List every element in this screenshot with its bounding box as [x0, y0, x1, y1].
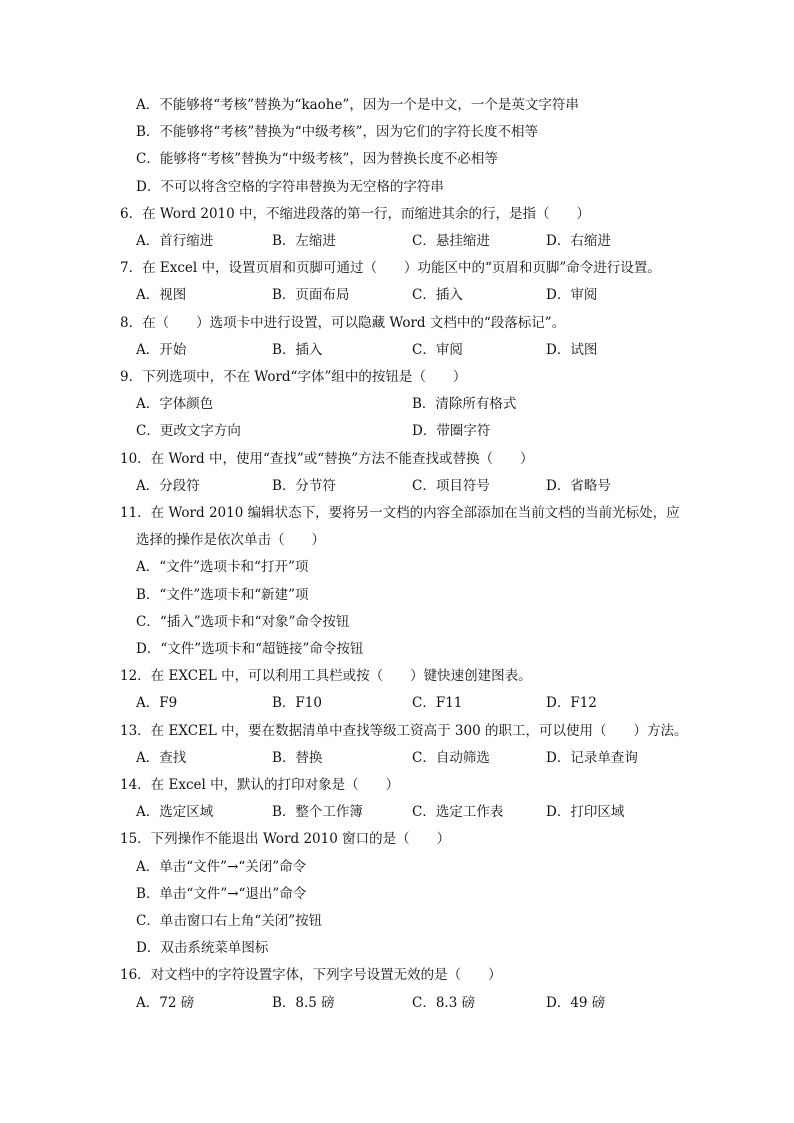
question-text: 8．在（ ）选项卡中进行设置，可以隐藏 Word 文档中的“段落标记”。: [120, 314, 566, 331]
answer-option: D．打印区域: [546, 804, 625, 821]
answer-option: A．分段符: [136, 477, 200, 494]
answer-option: B．左缩进: [272, 233, 336, 249]
answer-option: D．不可以将含空格的字符串替换为无空格的字符串: [136, 178, 444, 195]
answer-option: B．分节符: [272, 477, 336, 494]
answer-option: D．试图: [546, 341, 598, 358]
question-text: 16．对文档中的字符设置字体，下列字号设置无效的是（ ）: [120, 967, 502, 984]
answer-option: A．视图: [136, 287, 187, 304]
option-row: [0, 994, 794, 1012]
answer-option: C．8.3 磅: [412, 994, 476, 1011]
question-text: 10．在 Word 中，使用“查找”或“替换”方法不能查找或替换（ ）: [120, 450, 534, 467]
answer-option: A．开始: [136, 341, 187, 358]
option-row: [0, 232, 794, 250]
answer-option: B．整个工作簿: [272, 804, 363, 821]
answer-option: C．更改文字方向: [136, 423, 241, 440]
answer-option: A．字体颜色: [136, 396, 214, 413]
answer-option: C．F11: [412, 695, 463, 712]
answer-option: C．“插入”选项卡和“对象”命令按钮: [136, 613, 350, 630]
answer-option: A．“文件”选项卡和“打开”项: [136, 559, 309, 576]
question-text: 6．在 Word 2010 中，不缩进段落的第一行，而缩进其余的行，是指（ ）: [120, 205, 591, 222]
option-row: [0, 803, 794, 821]
option-row: [0, 286, 794, 304]
option-row: [0, 422, 794, 440]
answer-option: A．F9: [136, 695, 178, 712]
answer-option: D．带圈字符: [412, 423, 491, 440]
option-row: [0, 694, 794, 712]
answer-option: D．记录单查询: [546, 749, 638, 766]
answer-option: A．不能够将“考核”替换为“kaohe”，因为一个是中文，一个是英文字符串: [136, 97, 579, 113]
answer-option: C．选定工作表: [412, 804, 504, 821]
answer-option: C．项目符号: [412, 477, 490, 494]
question-text: 9．下列选项中，不在 Word“字体”组中的按钮是（ ）: [120, 369, 467, 385]
answer-option: B．不能够将“考核”替换为“中级考核”，因为它们的字符长度不相等: [136, 124, 539, 141]
answer-option: B．F10: [272, 695, 322, 712]
answer-option: D．审阅: [546, 287, 598, 304]
answer-option: D．右缩进: [546, 233, 611, 249]
option-row: [0, 341, 794, 359]
option-row: [0, 395, 794, 413]
answer-option: D．49 磅: [546, 994, 606, 1011]
answer-option: D．“文件”选项卡和“超链接”命令按钮: [136, 641, 364, 657]
question-text: 7．在 Excel 中，设置页眉和页脚可通过（ ）功能区中的“页眉和页脚”命令进行设置。: [120, 260, 661, 277]
answer-option: B．替换: [272, 749, 323, 766]
answer-option: B．“文件”选项卡和“新建”项: [136, 586, 309, 603]
answer-option: A．首行缩进: [136, 233, 214, 249]
answer-option: A．单击“文件”→“关闭”命令: [136, 858, 307, 875]
answer-option: A．72 磅: [136, 994, 195, 1011]
answer-option: C．能够将“考核”替换为“中级考核”，因为替换长度不必相等: [136, 151, 498, 168]
answer-option: D．F12: [546, 695, 597, 712]
question-text: 11．在 Word 2010 编辑状态下，要将另一文档的内容全部添加在当前文档的当前光标处，应: [120, 505, 680, 521]
answer-option: B．插入: [272, 341, 323, 358]
question-text-continued: 选择的操作是依次单击（ ）: [136, 532, 325, 549]
answer-option: C．自动筛选: [412, 749, 490, 766]
answer-option: A．选定区域: [136, 804, 214, 821]
answer-option: A．查找: [136, 749, 187, 766]
question-text: 12．在 EXCEL 中，可以利用工具栏或按（ ）键快速创建图表。: [120, 668, 532, 685]
option-row: [0, 477, 794, 495]
answer-option: C．审阅: [412, 341, 463, 358]
answer-option: B．页面布局: [272, 287, 350, 304]
answer-option: B．单击“文件”→“退出”命令: [136, 885, 307, 902]
answer-option: C．单击窗口右上角“关闭”按钮: [136, 913, 323, 929]
answer-option: D．省略号: [546, 477, 611, 494]
question-text: 14．在 Excel 中，默认的打印对象是（ ）: [120, 777, 400, 793]
answer-option: B．清除所有格式: [412, 396, 517, 413]
question-text: 13．在 EXCEL 中，要在数据清单中查找等级工资高于 300 的职工，可以使用（ ）方法。: [120, 722, 688, 739]
answer-option: C．悬挂缩进: [412, 233, 490, 249]
answer-option: B．8.5 磅: [272, 994, 335, 1011]
answer-option: D．双击系统菜单图标: [136, 940, 269, 957]
answer-option: C．插入: [412, 287, 463, 304]
question-text: 15．下列操作不能退出 Word 2010 窗口的是（ ）: [120, 831, 451, 848]
option-row: [0, 749, 794, 767]
